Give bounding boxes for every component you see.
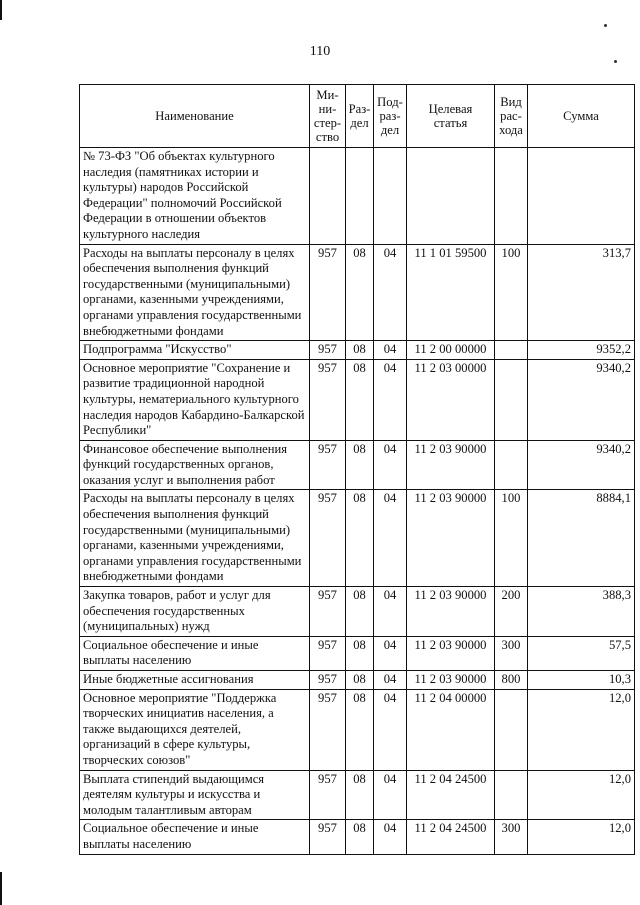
table-row [80, 490, 635, 587]
row-name: Подпрограмма "Искусство" [80, 341, 310, 360]
header-target: Целевая статья [407, 85, 495, 148]
row-target: 11 2 04 24500 [407, 820, 495, 854]
row-subsection: 04 [374, 770, 407, 820]
row-subsection: 04 [374, 587, 407, 637]
row-section: 08 [346, 636, 374, 670]
row-expense-type: 300 [495, 820, 528, 854]
table-row [80, 671, 635, 690]
table-row [80, 359, 635, 440]
table-row [80, 440, 635, 490]
row-subsection: 04 [374, 820, 407, 854]
row-name: Закупка товаров, работ и услуг для обеспечения государственных (муниципальных) нужд [80, 587, 310, 637]
row-expense-type [495, 440, 528, 490]
row-ministry: 957 [310, 244, 346, 341]
row-ministry: 957 [310, 770, 346, 820]
table-row [80, 770, 635, 820]
row-ministry [310, 148, 346, 245]
row-sum: 12,0 [528, 770, 635, 820]
header-ministry: Ми- ни- стер- ство [310, 85, 346, 148]
row-sum: 388,3 [528, 587, 635, 637]
row-sum: 10,3 [528, 671, 635, 690]
row-target: 11 2 03 90000 [407, 587, 495, 637]
row-target: 11 2 03 90000 [407, 636, 495, 670]
row-section: 08 [346, 587, 374, 637]
header-sum: Сумма [528, 85, 635, 148]
table-row [80, 689, 635, 770]
row-name: Расходы на выплаты персоналу в целях обеспечения выполнения функций государственными (муниципальными) органами, казенными учреждениями, органами управления государственными внебюджетными фондами [80, 490, 310, 587]
row-section: 08 [346, 490, 374, 587]
row-subsection [374, 148, 407, 245]
scan-edge-mark [0, 0, 2, 20]
row-section: 08 [346, 359, 374, 440]
row-sum: 12,0 [528, 820, 635, 854]
row-target: 11 2 03 90000 [407, 440, 495, 490]
row-name: Социальное обеспечение и иные выплаты населению [80, 820, 310, 854]
row-sum: 9352,2 [528, 341, 635, 360]
row-target [407, 148, 495, 245]
row-section: 08 [346, 244, 374, 341]
row-target: 11 1 01 59500 [407, 244, 495, 341]
row-sum: 8884,1 [528, 490, 635, 587]
row-expense-type: 300 [495, 636, 528, 670]
table-header-row [80, 85, 635, 148]
row-target: 11 2 03 90000 [407, 490, 495, 587]
row-section: 08 [346, 689, 374, 770]
row-sum [528, 148, 635, 245]
table-row [80, 341, 635, 360]
row-section: 08 [346, 440, 374, 490]
row-ministry: 957 [310, 820, 346, 854]
table-row [80, 244, 635, 341]
header-name: Наименование [80, 85, 310, 148]
row-target: 11 2 00 00000 [407, 341, 495, 360]
row-expense-type [495, 359, 528, 440]
row-expense-type: 800 [495, 671, 528, 690]
row-subsection: 04 [374, 359, 407, 440]
row-target: 11 2 03 90000 [407, 671, 495, 690]
header-subsection: Под- раз- дел [374, 85, 407, 148]
table-row [80, 820, 635, 854]
table-row [80, 636, 635, 670]
row-section: 08 [346, 671, 374, 690]
row-expense-type [495, 341, 528, 360]
row-ministry: 957 [310, 490, 346, 587]
row-name: Основное мероприятие "Сохранение и развитие традиционной народной культуры, нематериального культурного наследия народов Кабардино-Балкарской Республики" [80, 359, 310, 440]
row-ministry: 957 [310, 671, 346, 690]
row-sum: 313,7 [528, 244, 635, 341]
header-section: Раз- дел [346, 85, 374, 148]
row-name: Финансовое обеспечение выполнения функций государственных органов, оказания услуг и выполнения работ [80, 440, 310, 490]
row-expense-type: 100 [495, 490, 528, 587]
scan-edge-mark [0, 872, 2, 905]
row-sum: 57,5 [528, 636, 635, 670]
row-ministry: 957 [310, 341, 346, 360]
row-subsection: 04 [374, 440, 407, 490]
row-expense-type: 100 [495, 244, 528, 341]
row-name: Расходы на выплаты персоналу в целях обеспечения выполнения функций государственными (муниципальными) органами, казенными учреждениями, органами управления государственными внебюджетными фондами [80, 244, 310, 341]
table-row [80, 587, 635, 637]
row-sum: 12,0 [528, 689, 635, 770]
row-subsection: 04 [374, 244, 407, 341]
row-expense-type: 200 [495, 587, 528, 637]
row-subsection: 04 [374, 689, 407, 770]
row-target: 11 2 04 00000 [407, 689, 495, 770]
row-sum: 9340,2 [528, 359, 635, 440]
row-section [346, 148, 374, 245]
header-expense-type: Вид рас- хода [495, 85, 528, 148]
row-section: 08 [346, 341, 374, 360]
budget-table [79, 84, 635, 855]
row-name: Основное мероприятие "Поддержка творческих инициатив населения, а также выдающихся деятелей, организаций в сфере культуры, творческих союзов" [80, 689, 310, 770]
row-subsection: 04 [374, 636, 407, 670]
row-section: 08 [346, 820, 374, 854]
row-name: Социальное обеспечение и иные выплаты населению [80, 636, 310, 670]
scan-speck [604, 24, 607, 27]
row-expense-type [495, 770, 528, 820]
page-number: 110 [309, 44, 331, 59]
scan-speck [614, 60, 617, 63]
row-ministry: 957 [310, 440, 346, 490]
row-section: 08 [346, 770, 374, 820]
row-ministry: 957 [310, 689, 346, 770]
row-sum: 9340,2 [528, 440, 635, 490]
row-expense-type [495, 689, 528, 770]
row-target: 11 2 03 00000 [407, 359, 495, 440]
row-ministry: 957 [310, 636, 346, 670]
table-body [80, 148, 635, 855]
row-ministry: 957 [310, 359, 346, 440]
row-name: Выплата стипендий выдающимся деятелям культуры и искусства и молодым талантливым авторам [80, 770, 310, 820]
row-subsection: 04 [374, 490, 407, 587]
row-name: № 73-ФЗ "Об объектах культурного наследия (памятниках истории и культуры) народов Российской Федерации" полномочий Российской Федерации в отношении объектов культурного наследия [80, 148, 310, 245]
row-target: 11 2 04 24500 [407, 770, 495, 820]
table-row [80, 148, 635, 245]
row-name: Иные бюджетные ассигнования [80, 671, 310, 690]
row-expense-type [495, 148, 528, 245]
row-subsection: 04 [374, 341, 407, 360]
row-ministry: 957 [310, 587, 346, 637]
row-subsection: 04 [374, 671, 407, 690]
